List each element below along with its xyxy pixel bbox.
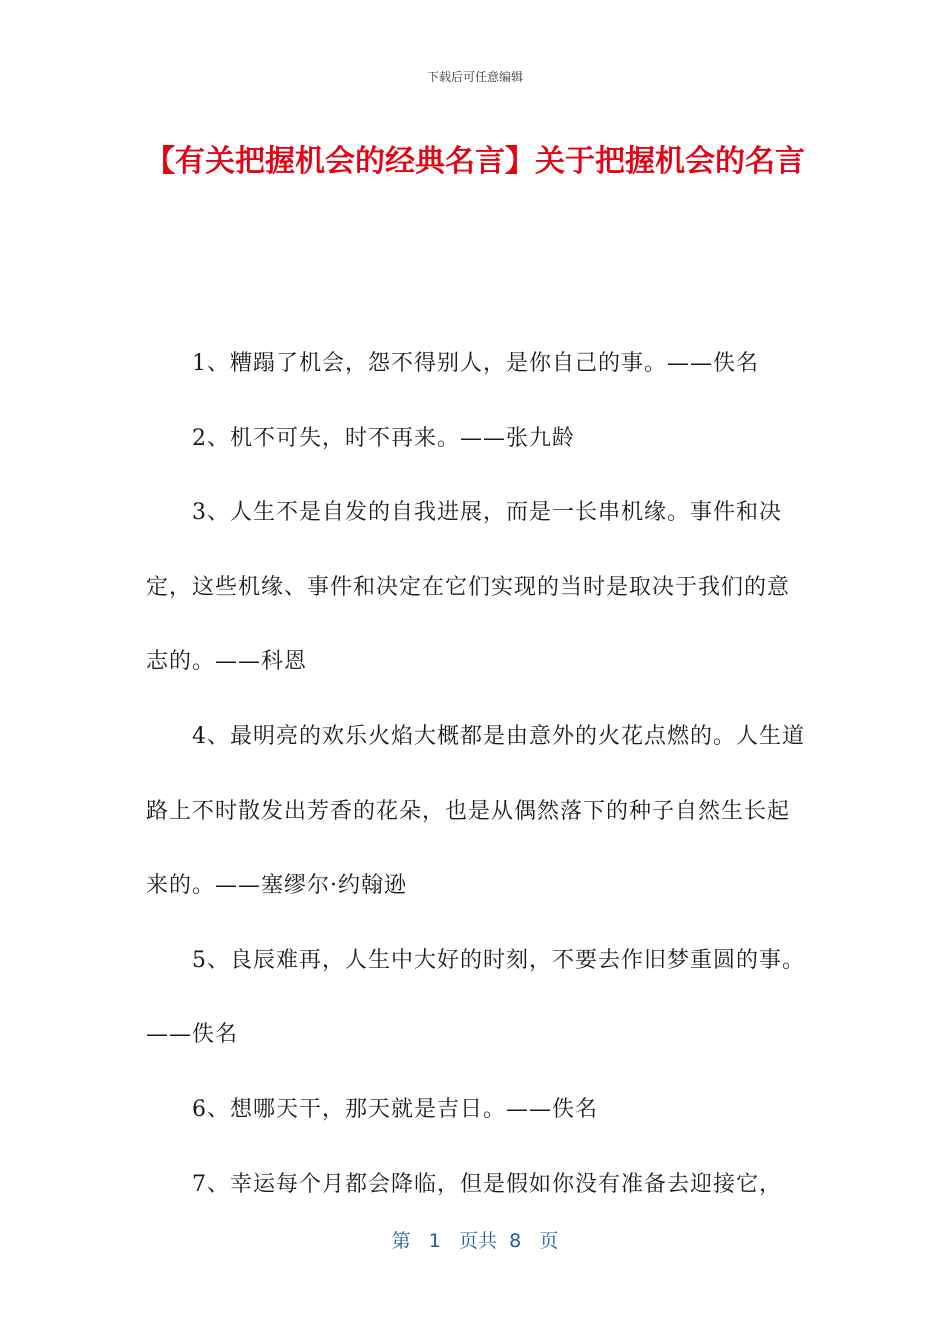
footer-page-number: 1: [428, 1230, 441, 1252]
footer-prefix: 第: [391, 1230, 411, 1252]
footer-total-pages: 8: [509, 1230, 522, 1252]
footer-middle: 页共: [459, 1230, 498, 1252]
quote-paragraph-6: 6、想哪天干，那天就是吉日。——佚名: [192, 1096, 598, 1122]
quote-paragraph-1: 1、糟蹋了机会，怨不得别人，是你自己的事。——佚名: [192, 351, 759, 376]
page-footer: [0, 1226, 950, 1253]
quote-paragraph-5: 5、良辰难再，人生中大好的时刻，不要去作旧梦重圆的事。——佚名: [146, 947, 805, 1048]
quote-paragraph-7: 7、幸运每个月都会降临，但是假如你没有准备去迎接它，: [192, 1171, 782, 1197]
document-body: [146, 327, 806, 1222]
quote-paragraph-3: 3、人生不是自发的自我进展，而是一长串机缘。事件和决定，这些机缘、事件和决定在它们实现的当时是取决于我们的意志的。——科恩: [146, 500, 791, 675]
document-title: 【有关把握机会的经典名言】关于把握机会的名言: [145, 144, 805, 179]
quote-paragraph-2: 2、机不可失，时不再来。——张九龄: [192, 425, 575, 451]
page-header-note: 下载后可任意编辑: [426, 70, 523, 84]
quote-paragraph-4: 4、最明亮的欢乐火焰大概都是由意外的火花点燃的。人生道路上不时散发出芳香的花朵，也是从偶然落下的种子自然生长起来的。——塞缪尔·约翰逊: [146, 723, 805, 899]
footer-suffix: 页: [539, 1230, 559, 1252]
